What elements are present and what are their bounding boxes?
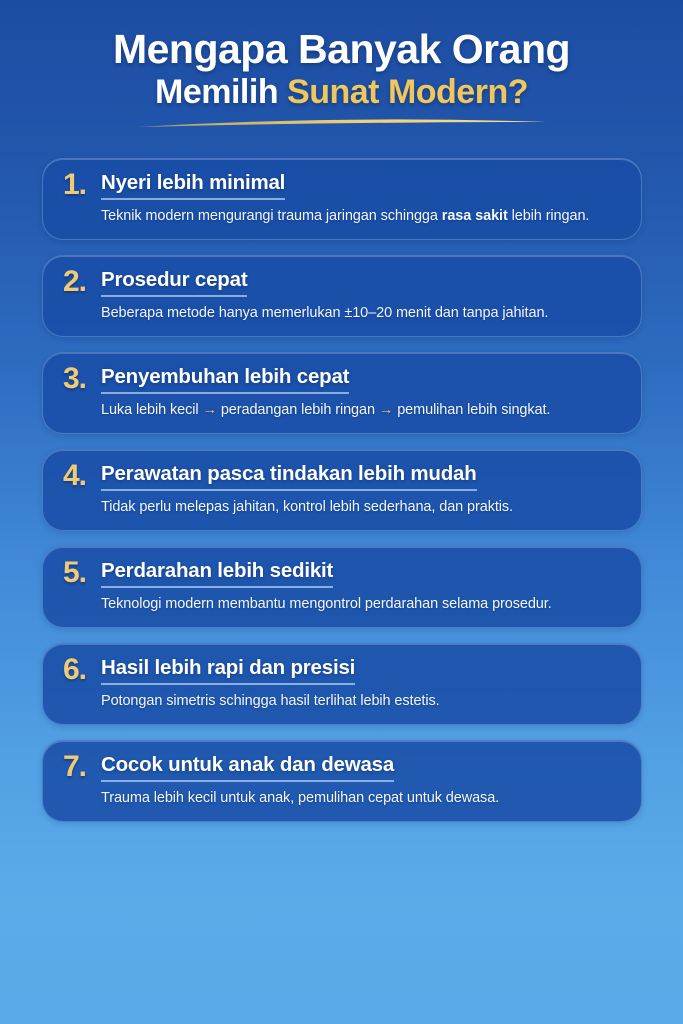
body-segment: lebih ringan. <box>507 208 590 225</box>
benefit-card-2 <box>42 255 642 337</box>
card-title: Cocok untuk anak dan dewasa <box>101 753 394 782</box>
body-segment: rasa sakit <box>441 208 508 225</box>
page-title-line2 <box>0 73 683 112</box>
card-number: 2. <box>63 265 87 299</box>
card-body <box>101 401 623 420</box>
body-segment: Luka lebih kecil <box>101 402 203 419</box>
card-title: Prosedur cepat <box>101 268 247 297</box>
card-number: 6. <box>63 653 87 687</box>
page-title-line2-prefix: Memilih <box>155 73 288 112</box>
card-number: 1. <box>63 168 87 202</box>
benefit-card-6 <box>42 643 642 725</box>
card-body <box>101 304 623 323</box>
benefit-card-7 <box>42 740 642 822</box>
card-title: Perawatan pasca tindakan lebih mudah <box>101 462 477 491</box>
card-body <box>101 595 623 614</box>
card-title: Hasil lebih rapi dan presisi <box>101 656 355 685</box>
page-title-line1: Mengapa Banyak Orang <box>112 26 571 72</box>
card-title: Perdarahan lebih sedikit <box>101 559 333 588</box>
card-number: 3. <box>63 362 87 396</box>
body-segment: Tidak perlu melepas jahitan, kontrol lebih sederhana, dan praktis. <box>101 499 513 516</box>
card-body <box>101 207 623 226</box>
body-segment: Teknik modern mengurangi trauma jaringan schingga <box>101 208 442 225</box>
benefit-card-5 <box>42 546 642 628</box>
card-body <box>101 498 623 517</box>
card-title: Nyeri lebih minimal <box>101 171 285 200</box>
header <box>0 0 683 131</box>
body-segment: Beberapa metode hanya memerlukan ±10–20 menit dan tanpa jahitan. <box>101 305 549 322</box>
card-number: 4. <box>63 459 87 493</box>
card-body <box>101 789 623 808</box>
card-title: Penyembuhan lebih cepat <box>101 365 349 394</box>
body-segment: peradangan lebih ringan <box>216 402 379 419</box>
benefit-card-4 <box>42 449 642 531</box>
body-segment: Teknologi modern membantu mengontrol perdarahan selama prosedur. <box>101 596 552 613</box>
gold-swoosh-underline <box>132 115 552 131</box>
benefit-card-1 <box>42 158 642 240</box>
card-body <box>101 692 623 711</box>
card-number: 5. <box>63 556 87 590</box>
benefit-card-3 <box>42 352 642 434</box>
body-segment: Potongan simetris schingga hasil terlihat lebih estetis. <box>101 693 440 710</box>
arrow-icon: → <box>202 402 217 419</box>
body-segment: Trauma lebih kecil untuk anak, pemulihan cepat untuk dewasa. <box>101 790 500 807</box>
benefit-card-list <box>42 158 642 822</box>
arrow-icon: → <box>378 402 394 419</box>
card-number: 7. <box>63 750 87 784</box>
page-title-line2-highlight: Sunat Modern? <box>287 73 528 112</box>
body-segment: pemulihan lebih singkat. <box>393 402 551 419</box>
